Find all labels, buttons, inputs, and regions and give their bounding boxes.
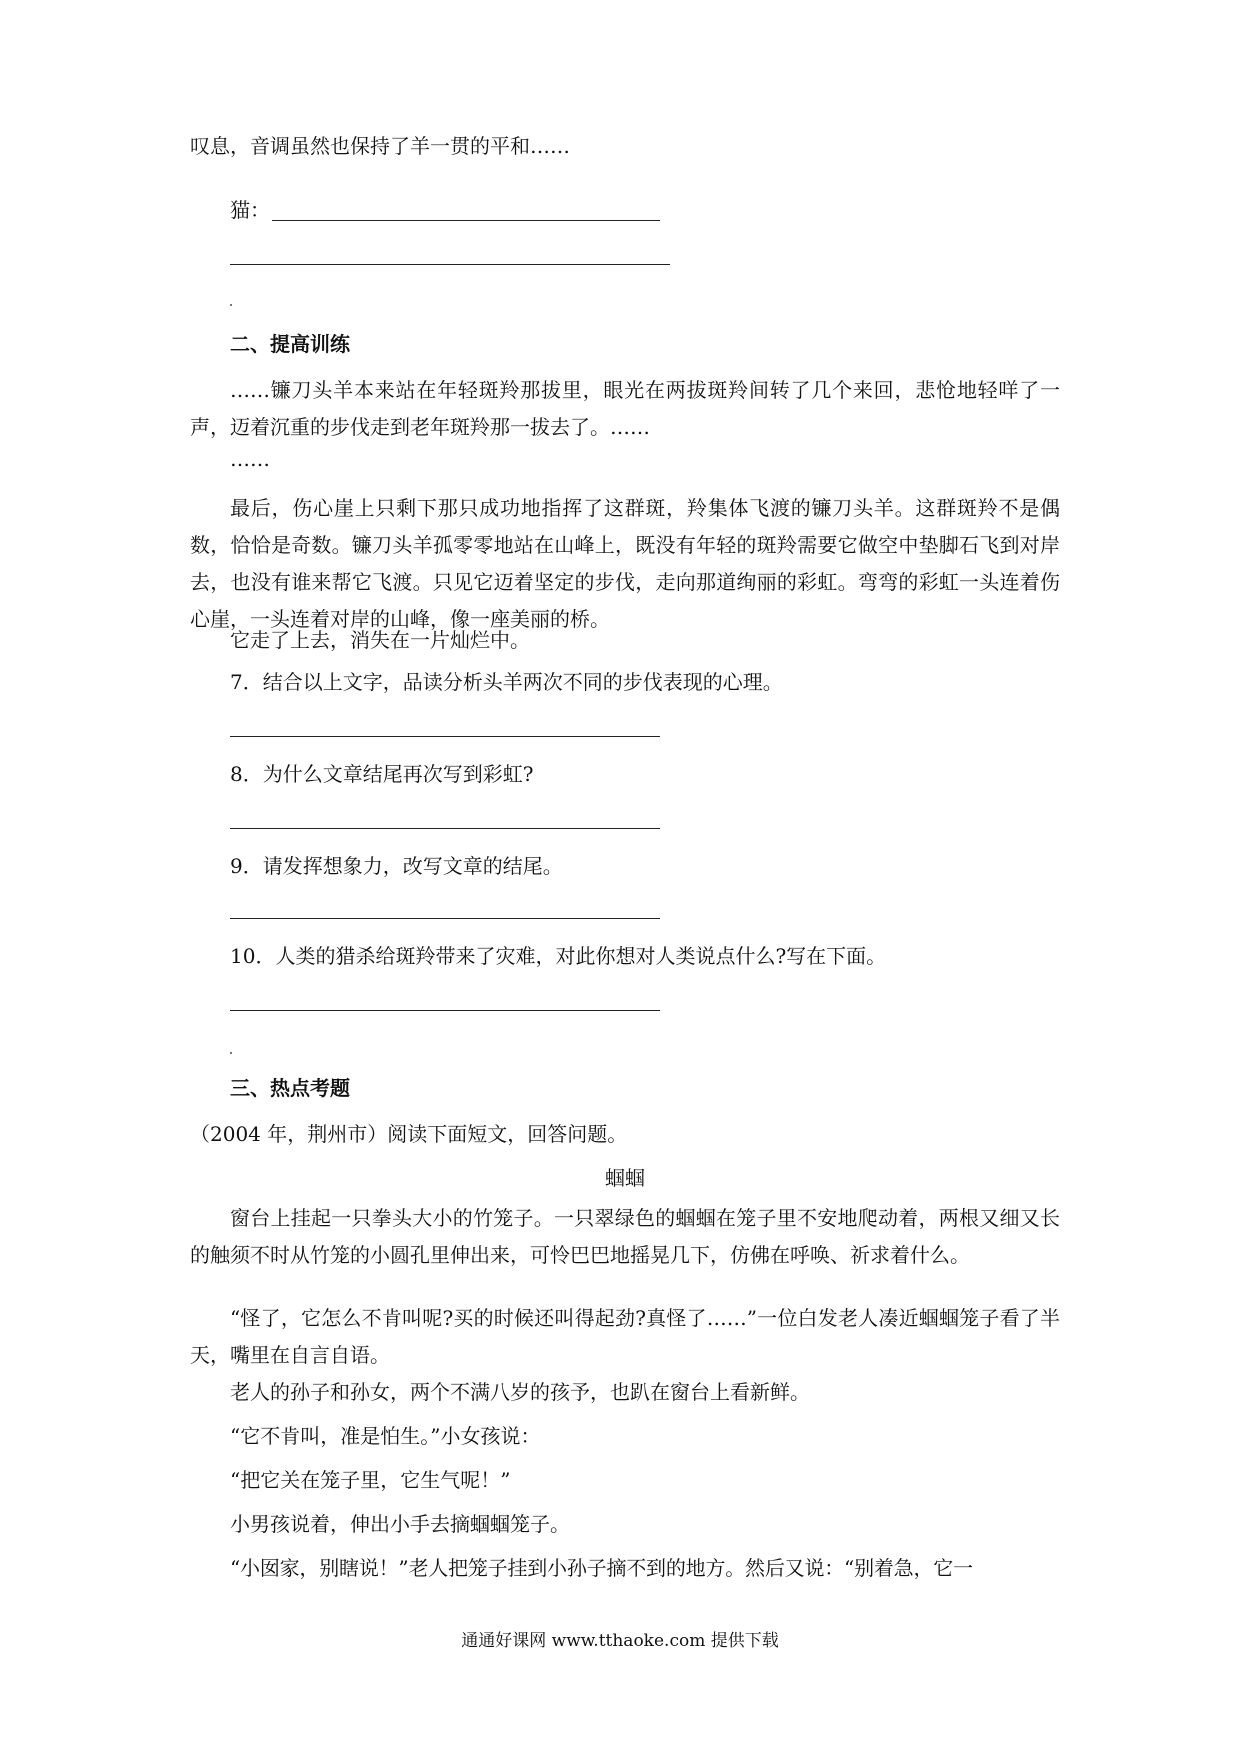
passage-paragraph: “把它关在笼子里，它生气呢！” [230,1468,511,1492]
answer-line [230,1010,660,1011]
cat-label: 猫： [230,198,270,222]
page-footer: 通通好课网 www.tthaoke.com 提供下载 [461,1631,779,1651]
ellipsis-line: …… [230,447,270,471]
answer-line [230,264,670,265]
exam-intro: （2004 年，荆州市）阅读下面短文，回答问题。 [190,1122,628,1146]
continuation-line: 叹息，音调虽然也保持了羊一贯的平和…… [190,134,570,158]
passage-paragraph: “它不肯叫，准是怕生。”小女孩说： [230,1424,541,1448]
answer-line [230,918,660,919]
question-9: 9．请发挥想象力，改写文章的结尾。 [230,854,563,878]
passage-paragraph: 老人的孙子和孙女，两个不满八岁的孩予，也趴在窗台上看新鲜。 [230,1380,810,1404]
passage-paragraph: 最后，伤心崖上只剩下那只成功地指挥了这群斑，羚集体飞渡的镰刀头羊。这群斑羚不是偶数，恰恰是奇数。镰刀头羊孤零零地站在山峰上，既没有年轻的斑羚需要它做空中垫脚石飞到对岸去，也没有谁来帮它飞渡。只见它迈着坚定的步伐，走向那道绚丽的彩虹。弯弯的彩虹一头连着伤心崖，一头连着对岸的山峰，像一座美丽的桥。 [190,496,1060,631]
question-10: 10．人类的猎杀给斑羚带来了灾难，对此你想对人类说点什么?写在下面。 [230,944,887,968]
question-8: 8．为什么文章结尾再次写到彩虹? [230,762,534,786]
section-heading: 三、热点考题 [230,1076,350,1100]
question-7: 7．结合以上文字，品读分析头羊两次不同的步伐表现的心理。 [230,670,783,694]
passage-title: 蝈蝈 [605,1166,645,1190]
answer-line [272,220,660,221]
answer-line [230,828,660,829]
passage-paragraph: “怪了，它怎么不肯叫呢?买的时候还叫得起劲?真怪了……”一位白发老人凑近蝈蝈笼子看了半天，嘴里在自言自语。 [190,1306,1060,1367]
stray-mark [230,304,232,306]
passage-paragraph: 窗台上挂起一只拳头大小的竹笼子。一只翠绿色的蝈蝈在笼子里不安地爬动着，两根又细又长的触须不时从竹笼的小圆孔里伸出来，可怜巴巴地摇晃几下，仿佛在呼唤、祈求着什么。 [190,1206,1060,1267]
passage-paragraph: ……镰刀头羊本来站在年轻斑羚那拔里，眼光在两拔斑羚间转了几个来回，悲怆地轻咩了一声，迈着沉重的步伐走到老年斑羚那一拔去了。…… [190,378,1060,439]
stray-mark [230,1052,232,1054]
answer-line [230,736,660,737]
section-heading: 二、提高训练 [230,332,350,356]
passage-paragraph: 小男孩说着，伸出小手去摘蝈蝈笼子。 [230,1512,570,1536]
passage-paragraph: “小囡家，别瞎说！”老人把笼子挂到小孙子摘不到的地方。然后又说：“别着急，它一 [230,1556,973,1580]
passage-paragraph: 它走了上去，消失在一片灿烂中。 [230,628,530,652]
